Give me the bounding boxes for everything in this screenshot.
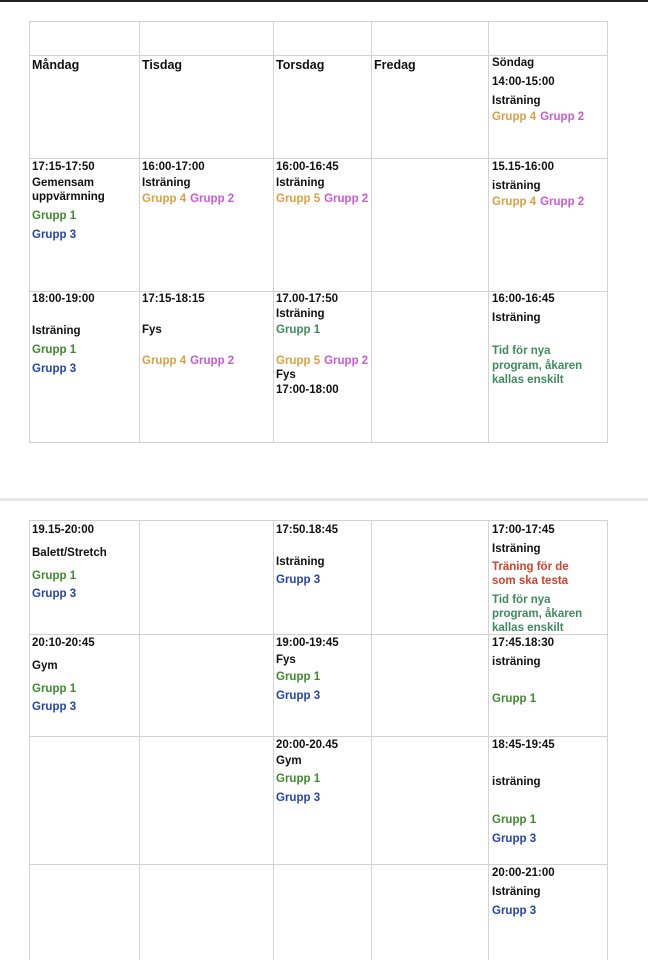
activity-label: isträning — [492, 180, 541, 192]
section-divider — [0, 498, 648, 501]
note-label: program, åkaren — [492, 608, 583, 620]
group-line — [492, 110, 584, 124]
group-label: Grupp 1 — [492, 814, 537, 826]
note-label: Träning för de — [492, 561, 569, 573]
group-label: Grupp 4 — [142, 193, 187, 205]
activity-label: Fys — [142, 324, 162, 336]
time-label: 17:45.18:30 — [492, 637, 555, 649]
grid-line — [29, 442, 608, 443]
grid-line — [273, 21, 274, 443]
grid-line — [29, 736, 608, 737]
time-label: 16:00-17:00 — [142, 161, 205, 173]
activity-label: Isträning — [276, 308, 325, 320]
note-label: Tid för nya — [492, 594, 551, 606]
time-label: 17:00-18:00 — [276, 384, 339, 396]
group-label: Grupp 1 — [32, 570, 77, 582]
day-label: Tisdag — [142, 58, 183, 72]
group-label: Grupp 3 — [32, 701, 77, 713]
activity-label: Isträning — [276, 177, 325, 189]
time-label: 19:00-19:45 — [276, 637, 339, 649]
grid-line — [488, 21, 489, 443]
group-label: Grupp 1 — [32, 210, 77, 222]
activity-label: Isträning — [492, 543, 541, 555]
time-label: 15.15-16:00 — [492, 161, 555, 173]
activity-label: Isträning — [492, 886, 541, 898]
activity-label: Fys — [276, 654, 296, 666]
grid-line — [29, 21, 608, 22]
activity-label: Gym — [276, 755, 302, 767]
group-line — [276, 192, 368, 206]
group-label: Grupp 2 — [324, 355, 369, 367]
group-line — [142, 192, 234, 206]
group-label: Grupp 3 — [32, 229, 77, 241]
grid-line — [29, 864, 608, 865]
grid-line — [607, 21, 608, 443]
note-label: Tid för nya — [492, 345, 551, 357]
day-label: Torsdag — [276, 58, 325, 72]
time-label: 14:00-15:00 — [492, 76, 555, 88]
group-label: Grupp 2 — [190, 193, 235, 205]
grid-line — [607, 520, 608, 960]
grid-line — [29, 158, 608, 159]
grid-line — [29, 520, 30, 960]
group-label: Grupp 2 — [324, 193, 369, 205]
group-label: Grupp 3 — [492, 833, 537, 845]
group-label: Grupp 3 — [276, 792, 321, 804]
group-label: Grupp 3 — [32, 363, 77, 375]
note-label: som ska testa — [492, 575, 569, 587]
time-label: 17:15-17:50 — [32, 161, 95, 173]
time-label: 18:45-19:45 — [492, 739, 555, 751]
time-label: 20:00-21:00 — [492, 867, 555, 879]
time-label: 16:00-16:45 — [492, 293, 555, 305]
group-label: Grupp 2 — [190, 355, 235, 367]
grid-line — [139, 520, 140, 960]
activity-label: Isträning — [276, 556, 325, 568]
day-label: Måndag — [32, 58, 80, 72]
grid-line — [371, 520, 372, 960]
activity-label: Gym — [32, 660, 58, 672]
day-label: Fredag — [374, 58, 416, 72]
group-label: Grupp 4 — [492, 196, 537, 208]
activity-label: Gemensam — [32, 177, 95, 189]
grid-line — [29, 21, 30, 443]
grid-line — [139, 21, 140, 443]
activity-label: Isträning — [492, 95, 541, 107]
time-label: 17:00-17:45 — [492, 524, 555, 536]
group-label: Grupp 3 — [276, 574, 321, 586]
group-label: Grupp 3 — [32, 588, 77, 600]
group-label: Grupp 2 — [540, 111, 585, 123]
activity-label: Fys — [276, 369, 296, 381]
time-label: 16:00-16:45 — [276, 161, 339, 173]
grid-line — [371, 21, 372, 443]
group-label: Grupp 5 — [276, 193, 321, 205]
group-label: Grupp 1 — [276, 773, 321, 785]
group-label: Grupp 4 — [492, 111, 537, 123]
group-label: Grupp 3 — [276, 690, 321, 702]
note-label: kallas enskilt — [492, 622, 564, 634]
time-label: 17:15-18:15 — [142, 293, 205, 305]
group-label: Grupp 3 — [492, 905, 537, 917]
activity-label: Isträning — [32, 325, 81, 337]
note-label: kallas enskilt — [492, 374, 564, 386]
time-label: 19.15-20:00 — [32, 524, 95, 536]
activity-label: Balett/Stretch — [32, 547, 107, 559]
group-label: Grupp 1 — [492, 693, 537, 705]
activity-label: uppvärmning — [32, 191, 105, 203]
group-label: Grupp 1 — [276, 671, 321, 683]
time-label: 20:10-20:45 — [32, 637, 95, 649]
time-label: 17.00-17:50 — [276, 293, 339, 305]
grid-line — [273, 520, 274, 960]
group-label: Grupp 1 — [276, 324, 321, 336]
activity-label: isträning — [492, 776, 541, 788]
time-label: 17:50.18:45 — [276, 524, 339, 536]
day-label: Söndag — [492, 57, 535, 69]
group-label: Grupp 5 — [276, 355, 321, 367]
group-line — [492, 195, 584, 209]
grid-line — [488, 520, 489, 960]
group-label: Grupp 4 — [142, 355, 187, 367]
group-line — [142, 354, 234, 368]
activity-label: isträning — [492, 656, 541, 668]
time-label: 20:00-20.45 — [276, 739, 339, 751]
grid-line — [29, 520, 608, 521]
top-border — [0, 0, 648, 2]
group-label: Grupp 1 — [32, 683, 77, 695]
group-label: Grupp 2 — [540, 196, 585, 208]
activity-label: Isträning — [492, 312, 541, 324]
group-line — [276, 354, 368, 368]
group-label: Grupp 1 — [32, 344, 77, 356]
time-label: 18:00-19:00 — [32, 293, 95, 305]
activity-label: Isträning — [142, 177, 191, 189]
note-label: program, åkaren — [492, 360, 583, 372]
